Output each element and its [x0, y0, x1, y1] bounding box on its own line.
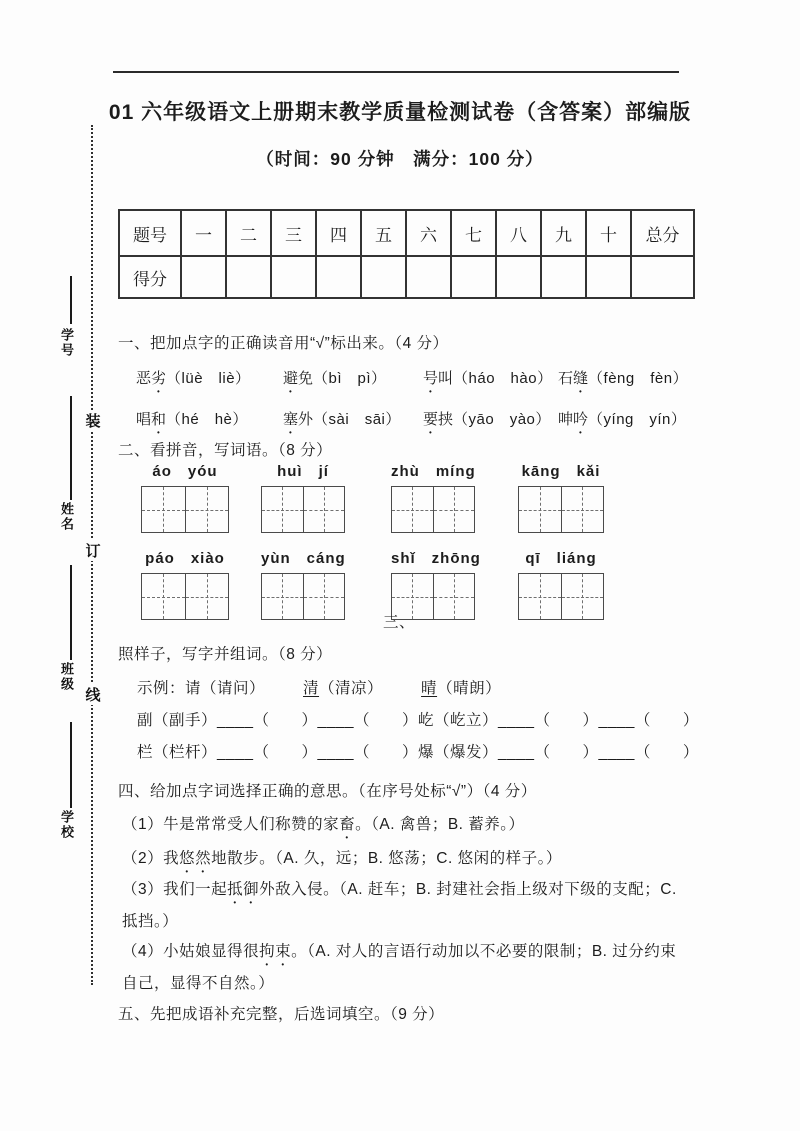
pinyin-label: páo xiào — [145, 550, 225, 567]
margin-label-name: 姓名 — [59, 502, 74, 532]
score-row-label: 得分 — [119, 256, 181, 298]
pinyin-label: yùn cáng — [261, 550, 346, 567]
score-header-cell: 总分 — [631, 210, 694, 256]
writing-grid — [261, 486, 345, 533]
section4-heading: 四、给加点字词选择正确的意思。（在序号处标“√”）（4 分） — [118, 783, 537, 800]
grid-cell — [262, 574, 303, 619]
grid-cell — [142, 574, 185, 619]
pronunciation-item: 呻吟（yíng yín） — [558, 411, 687, 428]
seal-char-xian: 线 — [84, 684, 102, 705]
pronunciation-item: 恶劣（lüè liè） — [136, 370, 251, 387]
score-header-cell: 三 — [271, 210, 316, 256]
score-empty-cell — [496, 256, 541, 298]
section3-example — [137, 676, 501, 698]
section4-item: （1）牛是常常受人们称赞的家畜。（A. 禽兽；B. 蓄养。） — [122, 816, 525, 833]
score-header-cell: 五 — [361, 210, 406, 256]
writing-grid — [141, 573, 229, 620]
margin-blank-line — [70, 565, 72, 660]
score-empty-cell — [631, 256, 694, 298]
pinyin-label: shǐ zhōng — [391, 550, 481, 567]
pinyin-writing-unit — [141, 460, 229, 533]
grid-cell — [303, 574, 345, 619]
section3-answer-row: 栏（栏杆）____（ ）____（ ）爆（爆发）____（ ）____（ ） — [137, 744, 699, 761]
score-header-cell: 一 — [181, 210, 226, 256]
score-table-header-row — [119, 210, 694, 256]
score-header-cell: 题号 — [119, 210, 181, 256]
section3-heading: 照样子，写字并组词。（8 分） — [118, 646, 333, 663]
pinyin-writing-unit — [261, 460, 345, 533]
score-header-cell: 七 — [451, 210, 496, 256]
score-table-score-row — [119, 256, 694, 298]
grid-cell — [433, 574, 475, 619]
pinyin-label: zhù míng — [391, 463, 476, 480]
pronunciation-item: 避免（bì pì） — [283, 370, 387, 387]
seal-char-ding: 订 — [84, 540, 102, 561]
pronunciation-item: 号叫（háo hào） — [423, 370, 553, 387]
grid-cell — [392, 487, 433, 532]
grid-cell — [561, 574, 604, 619]
pinyin-writing-unit — [518, 547, 604, 620]
pinyin-label: áo yóu — [152, 463, 218, 480]
margin-label-student-id: 学号 — [59, 328, 74, 358]
score-table — [118, 209, 695, 299]
section3-number: 三、 — [383, 614, 416, 631]
score-empty-cell — [586, 256, 631, 298]
section4-item: （3）我们一起抵御外敌入侵。（A. 赶车；B. 封建社会指上级对下级的支配；C. 抵挡。） — [122, 881, 677, 930]
pinyin-writing-unit — [518, 460, 604, 533]
grid-cell — [519, 487, 561, 532]
grid-cell — [561, 487, 604, 532]
margin-blank-line — [70, 396, 72, 500]
writing-grid — [391, 486, 475, 533]
grid-cell — [433, 487, 475, 532]
score-empty-cell — [451, 256, 496, 298]
top-divider-line — [113, 71, 679, 73]
pinyin-label: kāng kǎi — [521, 463, 601, 480]
score-header-cell: 八 — [496, 210, 541, 256]
score-empty-cell — [541, 256, 586, 298]
pinyin-writing-unit — [141, 547, 229, 620]
example-item: 清（清凉） — [303, 680, 384, 697]
margin-blank-line — [70, 276, 72, 324]
writing-grid — [261, 573, 345, 620]
score-header-cell: 九 — [541, 210, 586, 256]
pinyin-label: huì jí — [277, 463, 329, 480]
score-header-cell: 十 — [586, 210, 631, 256]
writing-grid — [518, 573, 604, 620]
score-empty-cell — [316, 256, 361, 298]
section4-item: （4）小姑娘显得很拘束。（A. 对人的言语行动加以不必要的限制；B. 过分约束自己，显得不自然。） — [122, 943, 677, 992]
score-header-cell: 二 — [226, 210, 271, 256]
writing-grid — [518, 486, 604, 533]
grid-cell — [303, 487, 345, 532]
score-empty-cell — [406, 256, 451, 298]
score-header-cell: 四 — [316, 210, 361, 256]
grid-cell — [185, 574, 229, 619]
writing-grid — [141, 486, 229, 533]
margin-blank-line — [70, 722, 72, 808]
example-item: 晴（晴朗） — [421, 680, 502, 697]
page-title: 01 六年级语文上册期末教学质量检测试卷（含答案）部编版 — [108, 101, 692, 124]
seal-char-zhuang: 装 — [84, 410, 102, 431]
score-header-cell: 六 — [406, 210, 451, 256]
section2-heading: 二、看拼音，写词语。（8 分） — [118, 442, 333, 459]
page-subtitle: （时间：90 分钟 满分：100 分） — [256, 149, 544, 169]
grid-cell — [262, 487, 303, 532]
pinyin-writing-unit — [261, 547, 345, 620]
pronunciation-item: 石缝（fèng fèn） — [558, 370, 689, 387]
section3-answer-row: 副（副手）____（ ）____（ ）屹（屹立）____（ ）____（ ） — [137, 712, 699, 729]
score-empty-cell — [181, 256, 226, 298]
pronunciation-item: 要挟（yāo yào） — [423, 411, 551, 428]
pronunciation-item: 唱和（hé hè） — [136, 411, 248, 428]
section5-heading: 五、先把成语补充完整，后选词填空。（9 分） — [118, 1006, 445, 1023]
score-empty-cell — [226, 256, 271, 298]
section1-heading: 一、把加点字的正确读音用“√”标出来。（4 分） — [118, 335, 449, 352]
margin-label-class: 班级 — [59, 662, 74, 692]
section4-item: （2）我悠然地散步。（A. 久，远；B. 悠荡；C. 悠闲的样子。） — [122, 850, 562, 867]
grid-cell — [185, 487, 229, 532]
grid-cell — [142, 487, 185, 532]
pinyin-writing-unit — [391, 460, 475, 533]
margin-label-school: 学校 — [59, 810, 74, 840]
pinyin-label: qī liáng — [525, 550, 597, 567]
score-empty-cell — [361, 256, 406, 298]
section1-items — [118, 367, 708, 437]
pronunciation-item: 塞外（sài sāi） — [283, 411, 401, 428]
score-empty-cell — [271, 256, 316, 298]
example-prefix: 示例：请（请问） — [137, 680, 266, 697]
grid-cell — [519, 574, 561, 619]
